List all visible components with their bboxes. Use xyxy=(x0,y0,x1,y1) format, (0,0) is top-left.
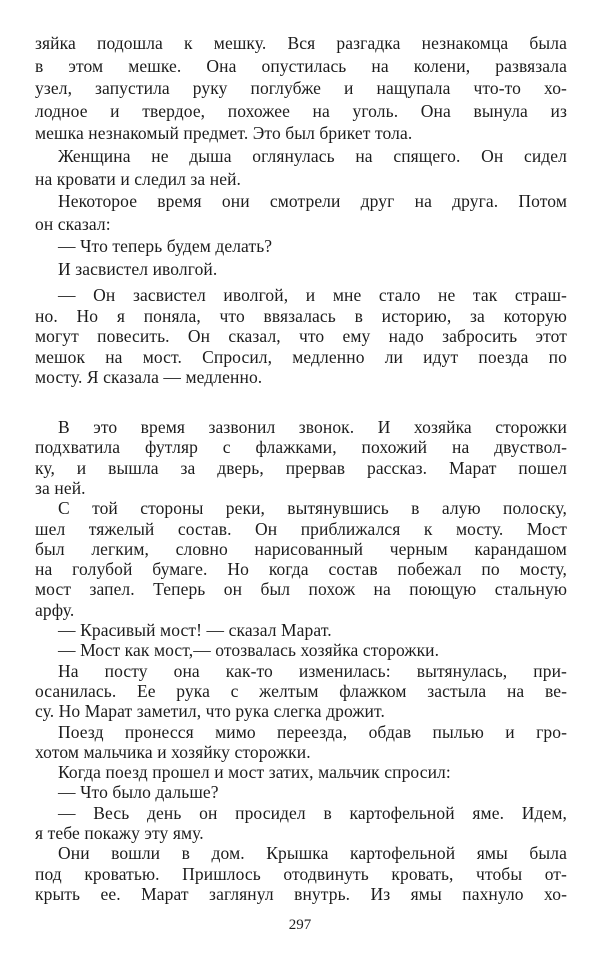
text-line: Они вошли в дом. Крышка картофельной ямы была xyxy=(58,843,567,864)
text-line: подхватила футляр с флажками, похожий на двуствол- xyxy=(35,437,567,458)
text-line: И засвистел иволгой. xyxy=(58,259,218,279)
text-line: мешка незнакомый предмет. Это был брикет тола. xyxy=(35,123,413,144)
text-line: су. Но Марат заметил, что рука слегка дрожит. xyxy=(35,701,385,722)
text-line: на кровати и следил за ней. xyxy=(35,168,242,189)
text-line: В это время зазвонил звонок. И хозяйка сторожки xyxy=(58,417,567,437)
text-line: но. Но я поняла, что ввязалась в историю, за которую xyxy=(35,305,567,326)
text-line: — Что было дальше? xyxy=(58,782,219,803)
text-line: лодное и твердое, похожее на уголь. Она вынула из xyxy=(35,100,567,121)
text-line: узел, запустила руку поглубже и нащупала что-то хо- xyxy=(35,78,567,99)
text-line: — Красивый мост! — сказал Марат. xyxy=(58,620,332,640)
text-line: крыть ее. Марат заглянул внутрь. Из ямы пахнуло хо- xyxy=(35,883,567,904)
text-line: На посту она как-то изменилась: вытянулась, при- xyxy=(58,660,567,681)
text-line: — Весь день он просидел в картофельной яме. Идем, xyxy=(58,802,567,823)
text-line: за ней. xyxy=(35,477,86,498)
text-line: осанилась. Ее рука с желтым флажком застыла на ве- xyxy=(35,680,567,701)
text-line: ку, и вышла за дверь, прервав рассказ. Марат пошел xyxy=(35,457,567,478)
text-line: — Что теперь будем делать? xyxy=(58,236,273,257)
text-line: шел тяжелый состав. Он приближался к мосту. Мост xyxy=(35,518,567,539)
text-line: мешок на мост. Спросил, медленно ли идут поезда по xyxy=(35,346,567,367)
text-line: мосту. Я сказала — медленно. xyxy=(35,367,263,387)
text-line: могут повесить. Он сказал, что ему надо забросить этот xyxy=(35,326,567,346)
text-line: я тебе покажу эту яму. xyxy=(35,823,204,843)
text-line: С той стороны реки, вытянувшись в алую полоску, xyxy=(58,498,567,519)
text-line: Женщина не дыша оглянулась на спящего. Он сидел xyxy=(58,146,567,166)
text-line: арфу. xyxy=(35,599,75,620)
page-number: 297 xyxy=(288,917,312,933)
text-line: — Мост как мост,— отозвалась хозяйка сторожки. xyxy=(58,640,440,661)
text-line: был легким, словно нарисованный черным карандашом xyxy=(35,538,567,559)
text-line: мост запел. Теперь он был похож на поющую стальную xyxy=(35,579,567,600)
text-line: в этом мешке. Она опустилась на колени, развязала xyxy=(35,55,567,76)
text-line: Поезд пронесся мимо переезда, обдав пылью и гро- xyxy=(58,721,567,742)
text-line: — Он засвистел иволгой, и мне стало не так страш- xyxy=(58,285,567,305)
text-line: он сказал: xyxy=(35,213,111,234)
text-line: Некоторое время они смотрели друг на друга. Потом xyxy=(58,191,567,212)
text-line: на голубой бумаге. Но когда состав побежал по мосту, xyxy=(35,559,567,580)
text-line: Когда поезд прошел и мост затих, мальчик спросил: xyxy=(58,762,451,783)
text-line: под кроватью. Пришлось отодвинуть кровать, чтобы от- xyxy=(35,863,567,884)
text-line: хотом мальчика и хозяйку сторожки. xyxy=(35,741,311,762)
text-line: зяйка подошла к мешку. Вся разгадка незнакомца была xyxy=(35,33,567,53)
